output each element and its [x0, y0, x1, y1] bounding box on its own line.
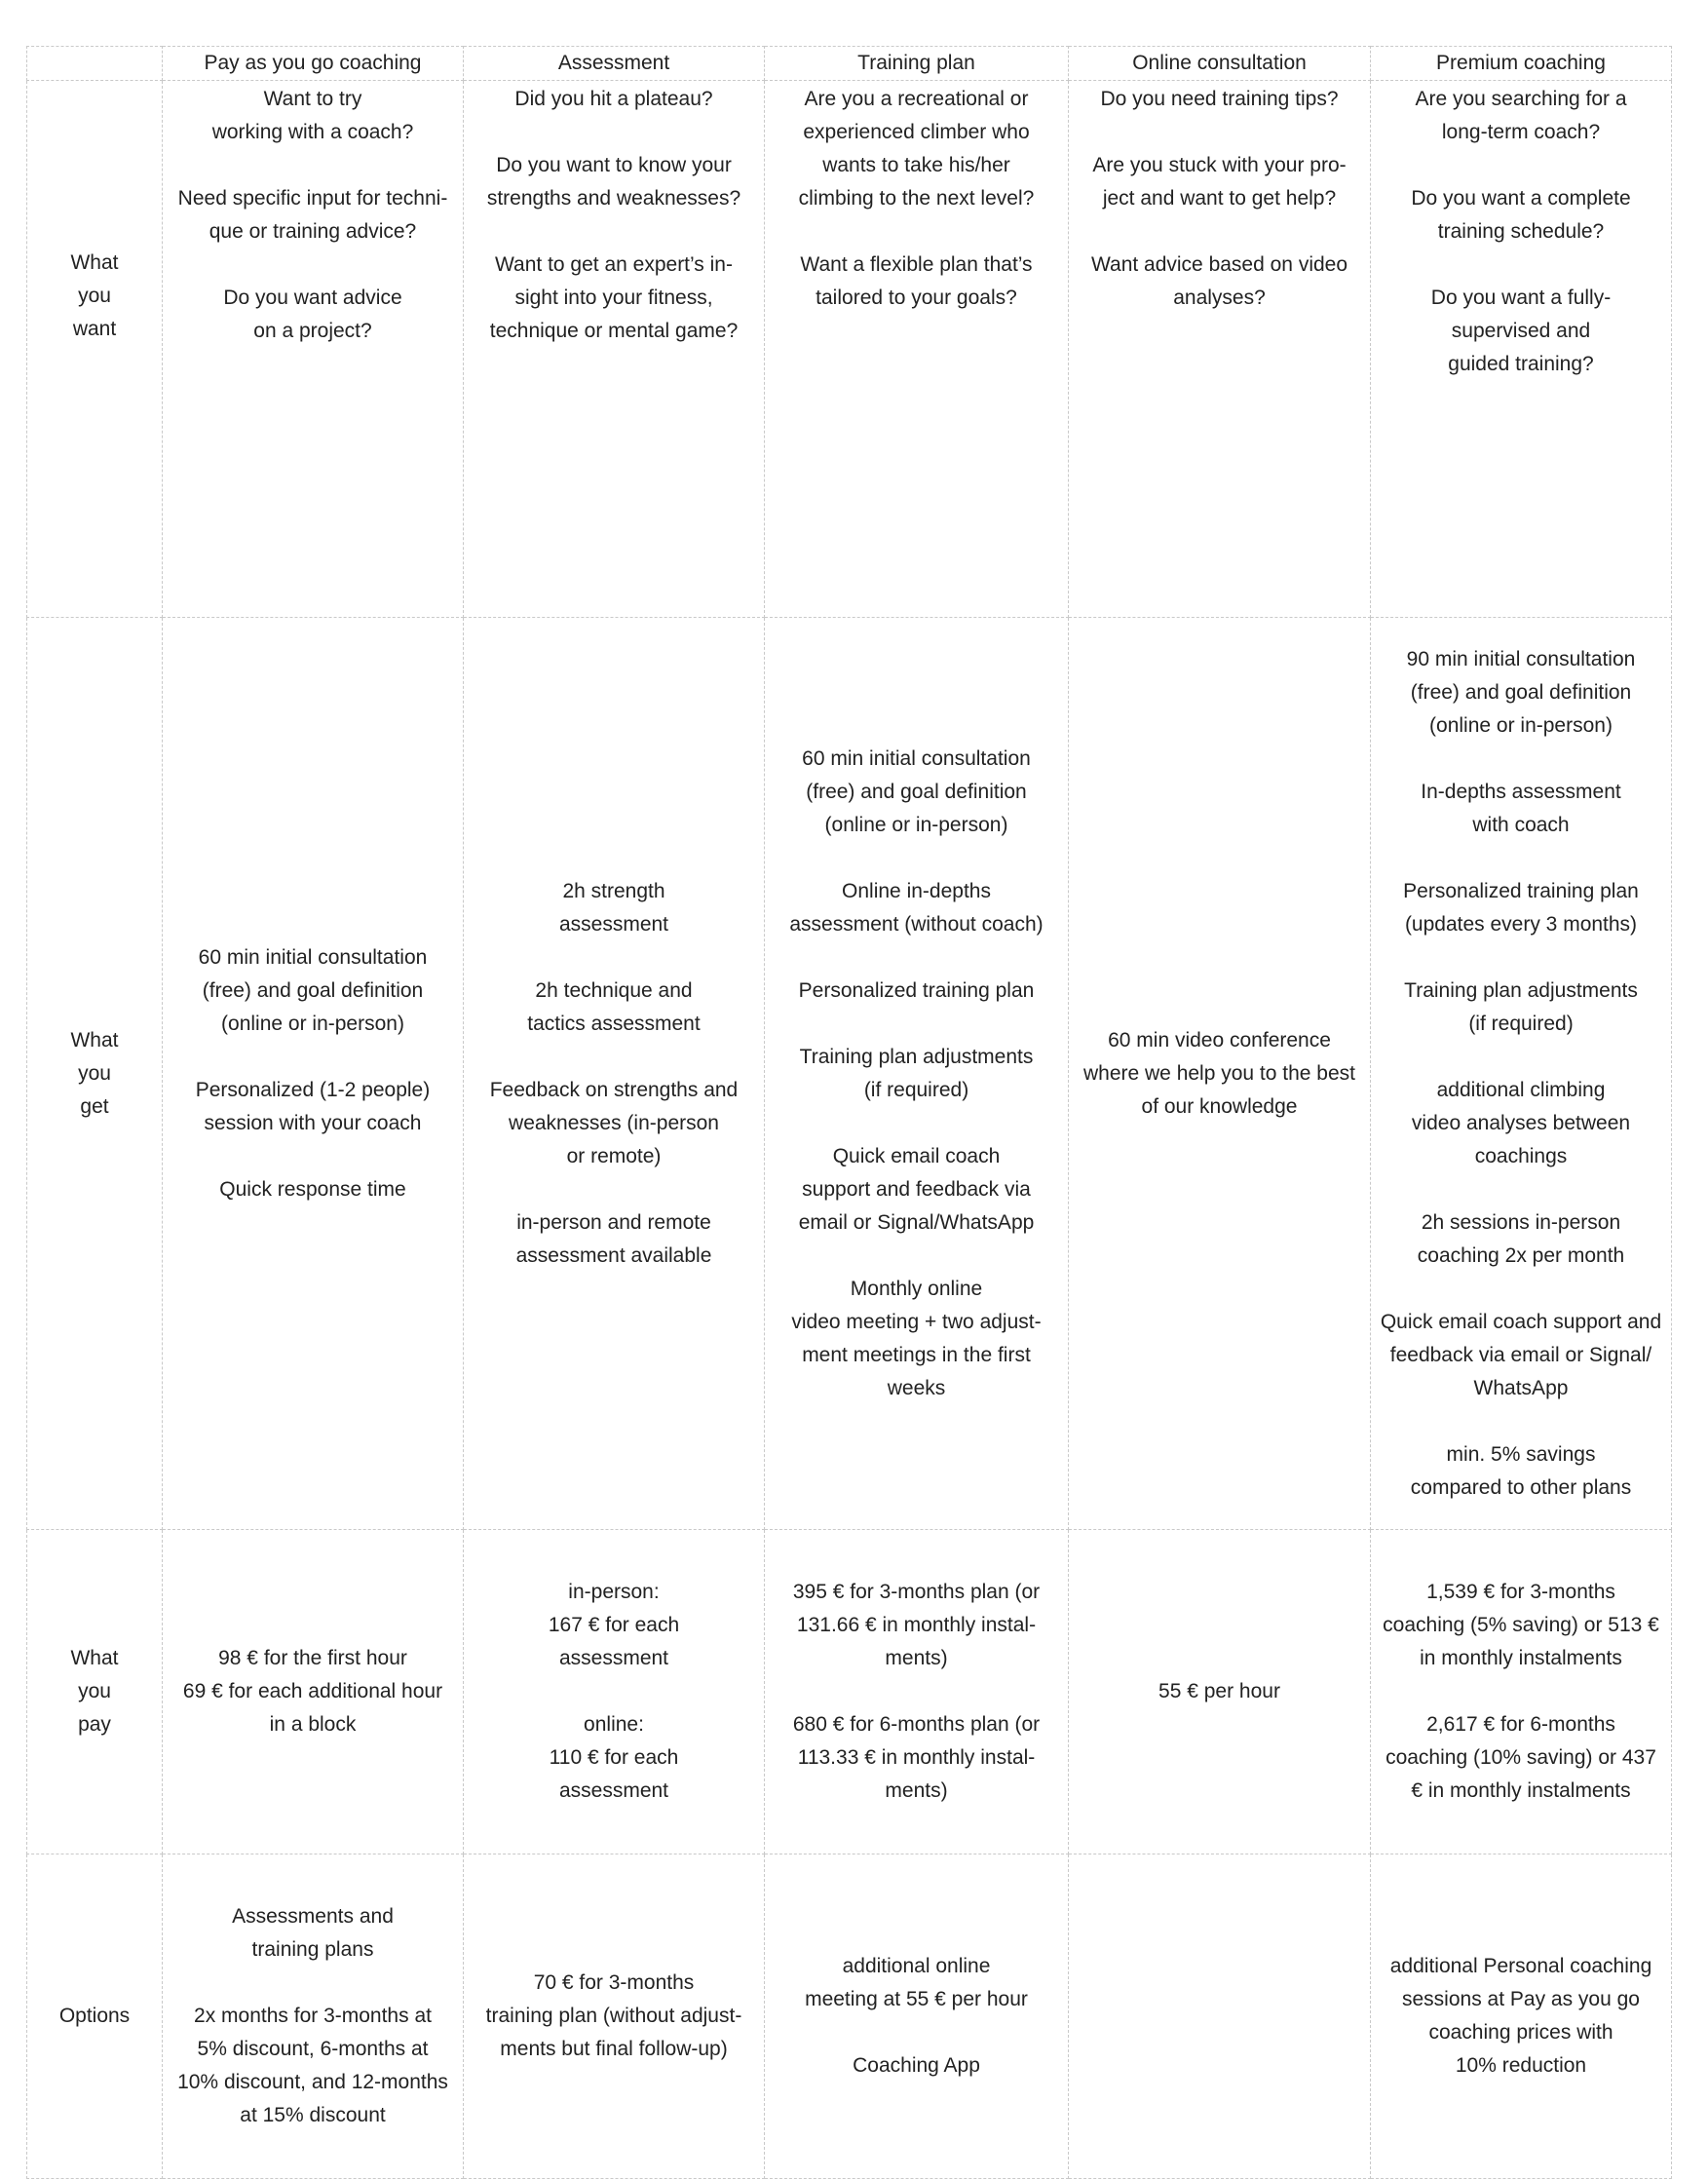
cell-paragraph — [773, 83, 1060, 215]
cell-text-line: 680 € for 6-months plan (or — [792, 1713, 1041, 1736]
cell-pay-training-plan — [765, 1530, 1069, 1854]
cell-text-line: (free) and goal definition — [202, 978, 424, 1002]
row-label-what-you-pay — [27, 1530, 163, 1854]
cell-text-line: experienced climber who — [803, 121, 1030, 143]
cell-paragraph — [1379, 643, 1663, 743]
cell-options-premium-coaching — [1371, 1854, 1672, 2179]
cell-text-line: Do you want advice — [223, 287, 402, 309]
cell-text-line: in monthly instalments — [1420, 1647, 1622, 1669]
row-label-line: Options — [58, 2005, 131, 2027]
column-header-assessment: Assessment — [464, 47, 765, 81]
cell-paragraph — [472, 1967, 756, 2066]
cell-text-line: in-person: — [568, 1581, 660, 1603]
cell-text-line: Want a flexible plan that’s — [800, 253, 1033, 276]
cell-text-line: Assessments and — [232, 1905, 394, 1928]
cell-paragraph — [1379, 83, 1663, 149]
cell-text-line: additional Personal coaching — [1389, 1955, 1652, 1977]
cell-text-line: ments but final follow-up) — [500, 2038, 728, 2060]
cell-text-line: (updates every 3 months) — [1404, 912, 1638, 936]
cell-text-line: Did you hit a plateau? — [514, 88, 713, 110]
row-label-line: you — [78, 285, 111, 307]
cell-text-line: Quick email coach — [832, 1144, 1001, 1167]
cell-text-line: of our knowledge — [1141, 1094, 1298, 1118]
cell-get-pay-as-you-go — [163, 618, 464, 1530]
cell-paragraph — [1379, 182, 1663, 248]
cell-text-line: technique or mental game? — [489, 320, 739, 342]
cell-get-online-consultation — [1069, 618, 1371, 1530]
cell-paragraph — [1379, 282, 1663, 381]
cell-text-line: 55 € per hour — [1158, 1680, 1280, 1702]
cell-text-line: 5% discount, 6-months at — [197, 2038, 429, 2060]
cell-paragraph — [1379, 975, 1663, 1041]
cell-paragraph — [1379, 875, 1663, 941]
cell-text-line: additional climbing — [1436, 1078, 1606, 1101]
cell-text-line: (if required) — [1468, 1012, 1574, 1035]
cell-text-line: in a block — [269, 1713, 357, 1736]
cell-paragraph — [773, 1708, 1060, 1808]
cell-text-line: (free) and goal definition — [806, 780, 1027, 803]
cell-paragraph — [171, 1642, 455, 1741]
cell-paragraph — [472, 248, 756, 348]
cell-pay-pay-as-you-go — [163, 1530, 464, 1854]
cell-get-assessment — [464, 618, 765, 1530]
cell-text-line: Want advice based on video — [1090, 253, 1348, 276]
cell-text-line: ject and want to get help? — [1102, 187, 1337, 210]
cell-text-line: Personalized training plan — [1403, 879, 1639, 902]
cell-text-line: 60 min video conference — [1108, 1028, 1331, 1051]
cell-text-line: training schedule? — [1437, 220, 1605, 243]
cell-text-line: € in monthly instalments — [1411, 1779, 1631, 1802]
cell-text-line: 98 € for the first hour — [218, 1647, 407, 1669]
cell-text-line: 2h sessions in-person — [1421, 1210, 1621, 1234]
cell-text-line: guided training? — [1448, 353, 1594, 375]
cell-text-line: coaching (10% saving) or 437 — [1385, 1746, 1656, 1769]
cell-text-line: WhatsApp — [1473, 1376, 1569, 1399]
cell-paragraph — [472, 975, 756, 1041]
coaching-pricing-table — [26, 46, 1672, 2179]
cell-text-line: Coaching App — [853, 2054, 980, 2077]
cell-text-line: Do you want a complete — [1411, 187, 1631, 210]
cell-text-line: weeks — [887, 1376, 946, 1399]
cell-options-online-consultation — [1069, 1854, 1371, 2179]
cell-paragraph — [1379, 1306, 1663, 1405]
cell-paragraph — [1077, 1675, 1362, 1708]
cell-pay-premium-coaching — [1371, 1530, 1672, 1854]
cell-text-line: 131.66 € in monthly instal- — [796, 1614, 1037, 1636]
cell-pay-assessment — [464, 1530, 765, 1854]
cell-paragraph — [1379, 1438, 1663, 1505]
cell-text-line: Online in-depths — [842, 879, 991, 902]
cell-text-line: In-depths assessment — [1421, 780, 1621, 803]
cell-paragraph — [1379, 776, 1663, 842]
row-label-line: you — [78, 1680, 111, 1702]
cell-text-line: Do you want a fully- — [1430, 287, 1612, 309]
cell-text-line: 395 € for 3-months plan (or — [792, 1581, 1041, 1603]
cell-paragraph — [171, 182, 455, 248]
cell-text-line: Quick response time — [219, 1177, 406, 1201]
cell-want-training-plan — [765, 81, 1069, 618]
cell-paragraph — [472, 1708, 756, 1808]
cell-text-line: assessment — [558, 1779, 669, 1802]
cell-text-line: ments) — [885, 1779, 948, 1802]
cell-paragraph — [773, 743, 1060, 842]
cell-text-line: supervised and — [1451, 320, 1591, 342]
cell-text-line: in-person and remote — [516, 1210, 711, 1234]
cell-text-line: weaknesses (in-person — [509, 1111, 719, 1134]
cell-text-line: Are you a recreational or — [804, 88, 1029, 110]
cell-text-line: meeting at 55 € per hour — [805, 1988, 1028, 2010]
cell-text-line: 69 € for each additional hour — [182, 1680, 443, 1702]
header-row — [27, 47, 1672, 81]
cell-text-line: tactics assessment — [527, 1012, 701, 1035]
corner-cell — [27, 47, 163, 81]
cell-text-line: 167 € for each — [548, 1614, 680, 1636]
cell-text-line: long-term coach? — [1441, 121, 1601, 143]
cell-paragraph — [472, 1576, 756, 1675]
row-what-you-get — [27, 618, 1672, 1530]
cell-text-line: 113.33 € in monthly instal- — [797, 1746, 1036, 1769]
row-label-line: What — [70, 1028, 119, 1051]
cell-text-line: Do you need training tips? — [1100, 88, 1339, 110]
cell-text-line: or remote) — [566, 1144, 662, 1167]
row-what-you-want — [27, 81, 1672, 618]
cell-pay-online-consultation — [1069, 1530, 1371, 1854]
cell-paragraph — [472, 149, 756, 215]
cell-text-line: where we help you to the best — [1082, 1061, 1355, 1085]
cell-text-line: at 15% discount — [240, 2104, 386, 2126]
cell-text-line: (online or in-person) — [221, 1012, 404, 1035]
cell-text-line: 2h technique and — [535, 978, 693, 1002]
cell-text-line: 70 € for 3-months — [533, 1971, 695, 1994]
cell-text-line: (free) and goal definition — [1410, 680, 1632, 704]
cell-text-line: Feedback on strengths and — [489, 1078, 739, 1101]
cell-paragraph — [773, 2049, 1060, 2083]
cell-text-line: Want to try — [263, 88, 362, 110]
cell-options-training-plan — [765, 1854, 1069, 2179]
cell-text-line: on a project? — [253, 320, 372, 342]
cell-text-line: Training plan adjustments — [1404, 978, 1638, 1002]
cell-text-line: assessment — [558, 912, 669, 936]
cell-text-line: Personalized (1-2 people) — [195, 1078, 431, 1101]
cell-text-line: 60 min initial consultation — [198, 945, 428, 969]
cell-text-line: coachings — [1474, 1144, 1568, 1167]
cell-options-pay-as-you-go — [163, 1854, 464, 2179]
cell-text-line: coaching (5% saving) or 513 € — [1383, 1614, 1659, 1636]
cell-paragraph — [773, 1273, 1060, 1405]
cell-text-line: analyses? — [1173, 287, 1266, 309]
row-options — [27, 1854, 1672, 2179]
cell-text-line: Quick email coach support and — [1380, 1310, 1662, 1333]
row-label-line: What — [70, 251, 119, 274]
row-label-line: What — [70, 1647, 119, 1669]
cell-paragraph — [1379, 1206, 1663, 1273]
row-label-line: pay — [78, 1713, 111, 1736]
cell-text-line: assessment available — [515, 1243, 712, 1267]
cell-text-line: min. 5% savings — [1446, 1442, 1596, 1466]
cell-paragraph — [773, 1576, 1060, 1675]
cell-text-line: training plans — [251, 1938, 374, 1961]
cell-want-pay-as-you-go — [163, 81, 464, 618]
row-label-line: get — [80, 1094, 109, 1118]
cell-text-line: coaching prices with — [1428, 2021, 1613, 2044]
cell-text-line: Are you searching for a — [1415, 88, 1627, 110]
row-label-what-you-want — [27, 81, 163, 618]
cell-text-line: 2h strength — [562, 879, 665, 902]
row-what-you-pay — [27, 1530, 1672, 1854]
cell-paragraph — [171, 2000, 455, 2132]
cell-text-line: video analyses between — [1411, 1111, 1631, 1134]
column-header-pay-as-you-go: Pay as you go coaching — [163, 47, 464, 81]
cell-text-line: compared to other plans — [1410, 1475, 1632, 1499]
cell-paragraph — [171, 1074, 455, 1140]
cell-text-line: assessment — [558, 1647, 669, 1669]
cell-paragraph — [773, 975, 1060, 1008]
cell-text-line: session with your coach — [204, 1111, 422, 1134]
cell-paragraph — [472, 83, 756, 116]
cell-paragraph — [171, 941, 455, 1041]
cell-text-line: 2x months for 3-months at — [194, 2005, 432, 2027]
cell-text-line: sight into your fitness, — [514, 287, 713, 309]
cell-text-line: assessment (without coach) — [789, 912, 1044, 936]
cell-text-line: 2,617 € for 6-months — [1426, 1713, 1615, 1736]
cell-text-line: strengths and weaknesses? — [486, 187, 741, 210]
cell-paragraph — [171, 1173, 455, 1206]
cell-text-line: Monthly online — [850, 1277, 983, 1300]
cell-text-line: email or Signal/WhatsApp — [798, 1210, 1035, 1234]
cell-text-line: (online or in-person) — [824, 813, 1008, 836]
cell-paragraph — [472, 1074, 756, 1173]
cell-paragraph — [773, 1041, 1060, 1107]
cell-text-line: Personalized training plan — [798, 978, 1035, 1002]
row-label-what-you-get — [27, 618, 163, 1530]
cell-text-line: 10% discount, and 12-months — [177, 2071, 448, 2093]
cell-paragraph — [171, 282, 455, 348]
cell-text-line: (if required) — [863, 1078, 969, 1101]
cell-text-line: ment meetings in the first — [802, 1343, 1031, 1366]
cell-text-line: tailored to your goals? — [816, 287, 1017, 309]
cell-paragraph — [171, 83, 455, 149]
cell-text-line: sessions at Pay as you go — [1402, 1988, 1640, 2010]
cell-paragraph — [1379, 1950, 1663, 2083]
cell-text-line: que or training advice? — [209, 220, 417, 243]
cell-text-line: 1,539 € for 3-months — [1426, 1581, 1615, 1603]
cell-paragraph — [1379, 1576, 1663, 1675]
cell-text-line: video meeting + two adjust- — [791, 1310, 1042, 1333]
cell-paragraph — [472, 1206, 756, 1273]
cell-options-assessment — [464, 1854, 765, 2179]
cell-text-line: Want to get an expert’s in- — [495, 253, 733, 276]
row-label-options — [27, 1854, 163, 2179]
cell-text-line: (online or in-person) — [1429, 713, 1613, 737]
cell-paragraph — [1379, 1708, 1663, 1808]
cell-text-line: additional online — [842, 1955, 991, 1977]
cell-text-line: training plan (without adjust- — [485, 2005, 742, 2027]
cell-text-line: Do you want to know your — [496, 154, 732, 176]
cell-text-line: 60 min initial consultation — [802, 746, 1031, 770]
cell-paragraph — [1077, 248, 1362, 315]
cell-text-line: Training plan adjustments — [799, 1045, 1034, 1068]
cell-paragraph — [1379, 1074, 1663, 1173]
cell-text-line: feedback via email or Signal/ — [1389, 1343, 1652, 1366]
cell-paragraph — [773, 248, 1060, 315]
cell-get-premium-coaching — [1371, 618, 1672, 1530]
cell-text-line: Are you stuck with your pro- — [1092, 154, 1347, 176]
cell-paragraph — [773, 1140, 1060, 1240]
cell-paragraph — [773, 1950, 1060, 2016]
cell-want-online-consultation — [1069, 81, 1371, 618]
cell-paragraph — [1077, 83, 1362, 116]
cell-text-line: 90 min initial consultation — [1406, 647, 1636, 670]
cell-text-line: support and feedback via — [802, 1177, 1031, 1201]
cell-text-line: climbing to the next level? — [798, 187, 1035, 210]
cell-text-line: 10% reduction — [1455, 2054, 1587, 2077]
column-header-premium-coaching: Premium coaching — [1371, 47, 1672, 81]
cell-text-line: ments) — [885, 1647, 948, 1669]
cell-get-training-plan — [765, 618, 1069, 1530]
cell-want-assessment — [464, 81, 765, 618]
column-header-online-consultation: Online consultation — [1069, 47, 1371, 81]
cell-paragraph — [171, 1900, 455, 1967]
cell-paragraph — [472, 875, 756, 941]
cell-text-line: 110 € for each — [549, 1746, 679, 1769]
row-label-line: you — [78, 1061, 111, 1085]
cell-want-premium-coaching — [1371, 81, 1672, 618]
cell-paragraph — [773, 875, 1060, 941]
cell-text-line: with coach — [1472, 813, 1570, 836]
cell-text-line: Need specific input for techni- — [177, 187, 448, 210]
cell-text-line: wants to take his/her — [822, 154, 1010, 176]
column-header-training-plan: Training plan — [765, 47, 1069, 81]
cell-text-line: working with a coach? — [211, 121, 414, 143]
cell-paragraph — [1077, 1024, 1362, 1124]
row-label-line: want — [72, 318, 117, 340]
cell-paragraph — [1077, 149, 1362, 215]
cell-text-line: coaching 2x per month — [1417, 1243, 1625, 1267]
cell-text-line: online: — [584, 1713, 644, 1736]
